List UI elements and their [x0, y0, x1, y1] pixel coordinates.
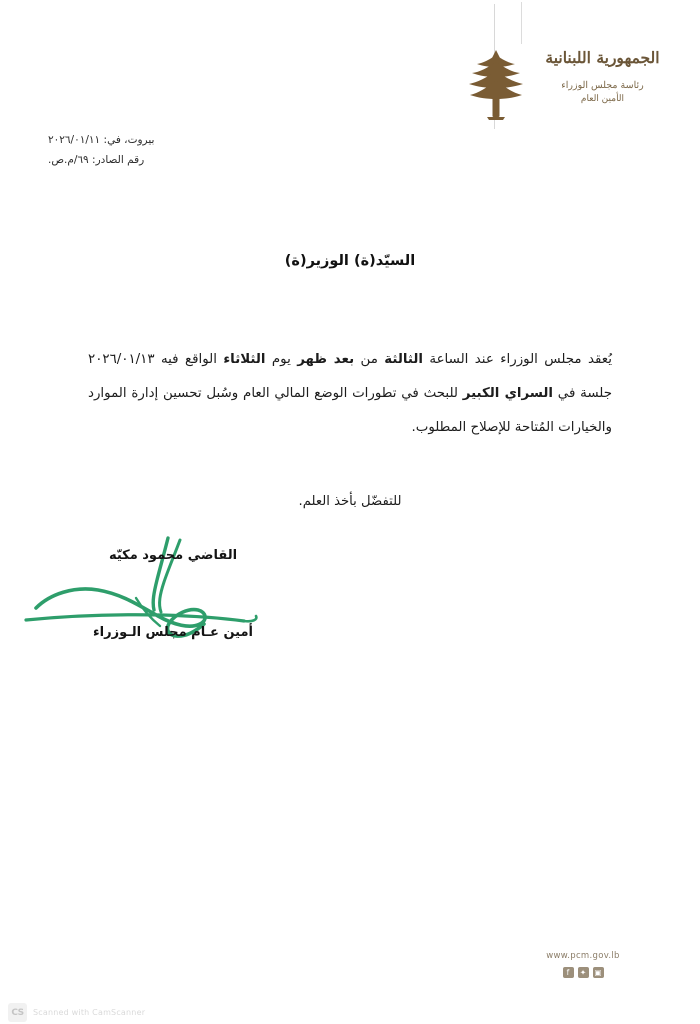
body-emphasis-afternoon: بعد ظهر [297, 352, 355, 367]
signatory-name: القاضي محمود مكيّه [108, 548, 238, 563]
social-links [488, 967, 678, 978]
footer-divider [521, 2, 522, 44]
website-url[interactable]: www.pcm.gov.lb [546, 951, 620, 961]
closing-line: للتفضّل بأخذ العلم. [298, 494, 402, 509]
cedar-tree-icon [465, 48, 527, 120]
body-segment: من [354, 352, 385, 367]
instagram-icon[interactable]: ▣ [594, 967, 602, 977]
republic-title: الجمهورية اللبنانية [545, 48, 660, 67]
signatory-title: أمين عـام مجلس الـوزراء [93, 625, 253, 640]
body-segment: يُعقد مجلس الوزراء عند الساعة [423, 352, 612, 367]
body-emphasis-venue: السراي الكبير [462, 386, 554, 402]
body-emphasis-hour: الثالثة [384, 352, 423, 367]
addressee-line: السيّد(ة) الوزير(ة) [284, 253, 416, 269]
body-text [88, 343, 612, 446]
office-name: رئاسة مجلس الوزراء [561, 80, 644, 92]
facebook-icon[interactable]: f [563, 967, 574, 978]
body-emphasis-day: الثلاثاء [223, 352, 266, 367]
body-segment: يوم [265, 352, 298, 367]
letterhead [463, 44, 678, 120]
camscanner-badge: CS [8, 1003, 27, 1022]
footer [488, 951, 678, 978]
document-meta [48, 130, 208, 171]
camscanner-watermark [8, 1003, 145, 1022]
signature-block [58, 548, 288, 640]
camscanner-text: Scanned with CamScanner [33, 1008, 146, 1017]
body-segment: للبحث في تطورات الوضع المالي العام وسُبل تحسين إدارة الموارد والخيارات المُتاحة للإصلاح المطلوب. [88, 386, 612, 436]
date-line: بيروت، في: ٢٠٢٦/٠١/١١ [48, 134, 155, 146]
reference-number-line: رقم الصادر: ٦٩/م.ص. [48, 154, 145, 167]
body-segment: جلسة في [553, 386, 612, 402]
department-name: الأمين العام [580, 94, 625, 105]
twitter-icon[interactable]: ✦ [578, 967, 589, 978]
body-segment: الواقع فيه [154, 352, 224, 367]
body-meeting-date: ٢٠٢٦/٠١/١٣ [88, 352, 155, 367]
